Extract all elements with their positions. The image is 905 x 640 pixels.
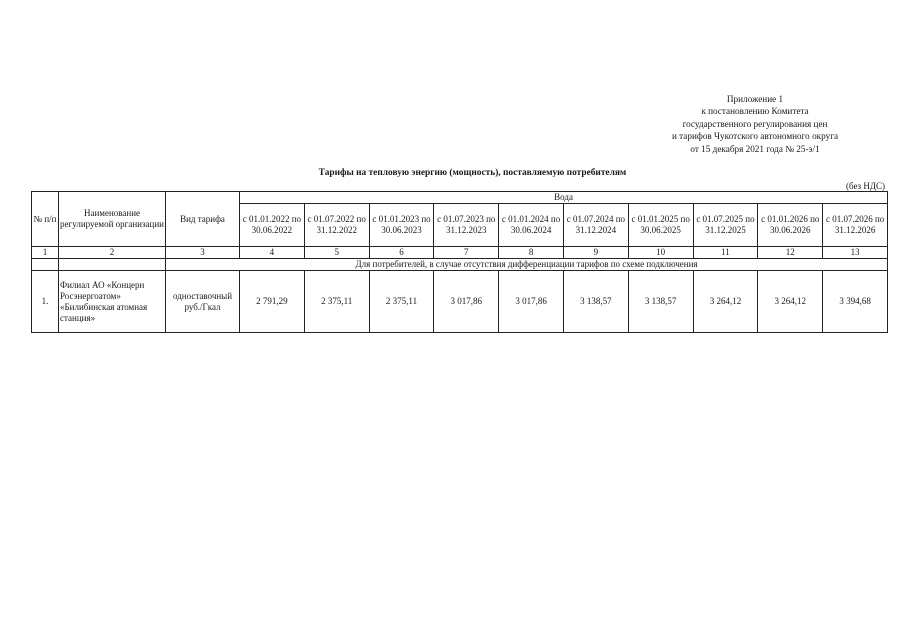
- header-period: с 01.01.2023 по 30.06.2023: [369, 204, 434, 247]
- tariff-value: 3 138,57: [563, 271, 628, 333]
- document-title: Тарифы на тепловую энергию (мощность), поставляемую потребителям: [318, 168, 627, 178]
- tariff-value: 3 138,57: [628, 271, 693, 333]
- header-period: с 01.07.2025 по 31.12.2025: [693, 204, 758, 247]
- vat-note: (без НДС): [845, 181, 885, 191]
- column-number: 6: [369, 247, 434, 259]
- header-period: с 01.07.2026 по 31.12.2026: [823, 204, 888, 247]
- empty-cell: [59, 259, 166, 271]
- column-number: 13: [823, 247, 888, 259]
- header-period: с 01.07.2022 по 31.12.2022: [304, 204, 369, 247]
- column-number: 11: [693, 247, 758, 259]
- tariff-value: 3 017,86: [434, 271, 499, 333]
- header-period: с 01.07.2023 по 31.12.2023: [434, 204, 499, 247]
- column-number: 12: [758, 247, 823, 259]
- annex-line: и тарифов Чукотского автономного округа: [671, 131, 839, 142]
- annex-block: [645, 93, 865, 155]
- condition-label: Для потребителей, в случае отсутствия дифференциации тарифов по схеме подключения: [166, 259, 888, 271]
- column-number: 7: [434, 247, 499, 259]
- header-number: № п/п: [32, 192, 59, 247]
- header-tariff-type: Вид тарифа: [166, 192, 240, 247]
- column-number: 2: [59, 247, 166, 259]
- tariff-value: 3 394,68: [823, 271, 888, 333]
- column-number: 1: [32, 247, 59, 259]
- empty-cell: [32, 259, 59, 271]
- annex-line: государственного регулирования цен: [682, 118, 828, 129]
- tariff-value: 2 791,29: [240, 271, 305, 333]
- header-water: Вода: [240, 192, 888, 204]
- tariff-value: 3 264,12: [693, 271, 758, 333]
- header-period: с 01.01.2026 по 30.06.2026: [758, 204, 823, 247]
- column-number: 9: [563, 247, 628, 259]
- tariff-value: 3 264,12: [758, 271, 823, 333]
- column-number: 5: [304, 247, 369, 259]
- annex-line: Приложение 1: [726, 94, 784, 104]
- column-number: 3: [166, 247, 240, 259]
- tariff-value: 3 017,86: [499, 271, 564, 333]
- tariff-type: одноставочный руб./Гкал: [166, 271, 240, 333]
- header-organization: Наименование регулируемой организации: [59, 192, 166, 247]
- column-number: 8: [499, 247, 564, 259]
- tariff-table: [31, 191, 888, 333]
- column-number: 4: [240, 247, 305, 259]
- tariff-value: 2 375,11: [369, 271, 434, 333]
- row-number: 1.: [32, 271, 59, 333]
- header-period: с 01.07.2024 по 31.12.2024: [563, 204, 628, 247]
- column-number: 10: [628, 247, 693, 259]
- annex-line: к постановлению Комитета: [701, 106, 809, 117]
- annex-line: от 15 декабря 2021 года № 25-э/1: [690, 143, 820, 154]
- header-period: с 01.01.2025 по 30.06.2025: [628, 204, 693, 247]
- header-period: с 01.01.2024 по 30.06.2024: [499, 204, 564, 247]
- organization-name: Филиал АО «Концерн Росэнергоатом» «Билибинская атомная станция»: [59, 271, 166, 333]
- tariff-value: 2 375,11: [304, 271, 369, 333]
- header-period: с 01.01.2022 по 30.06.2022: [240, 204, 305, 247]
